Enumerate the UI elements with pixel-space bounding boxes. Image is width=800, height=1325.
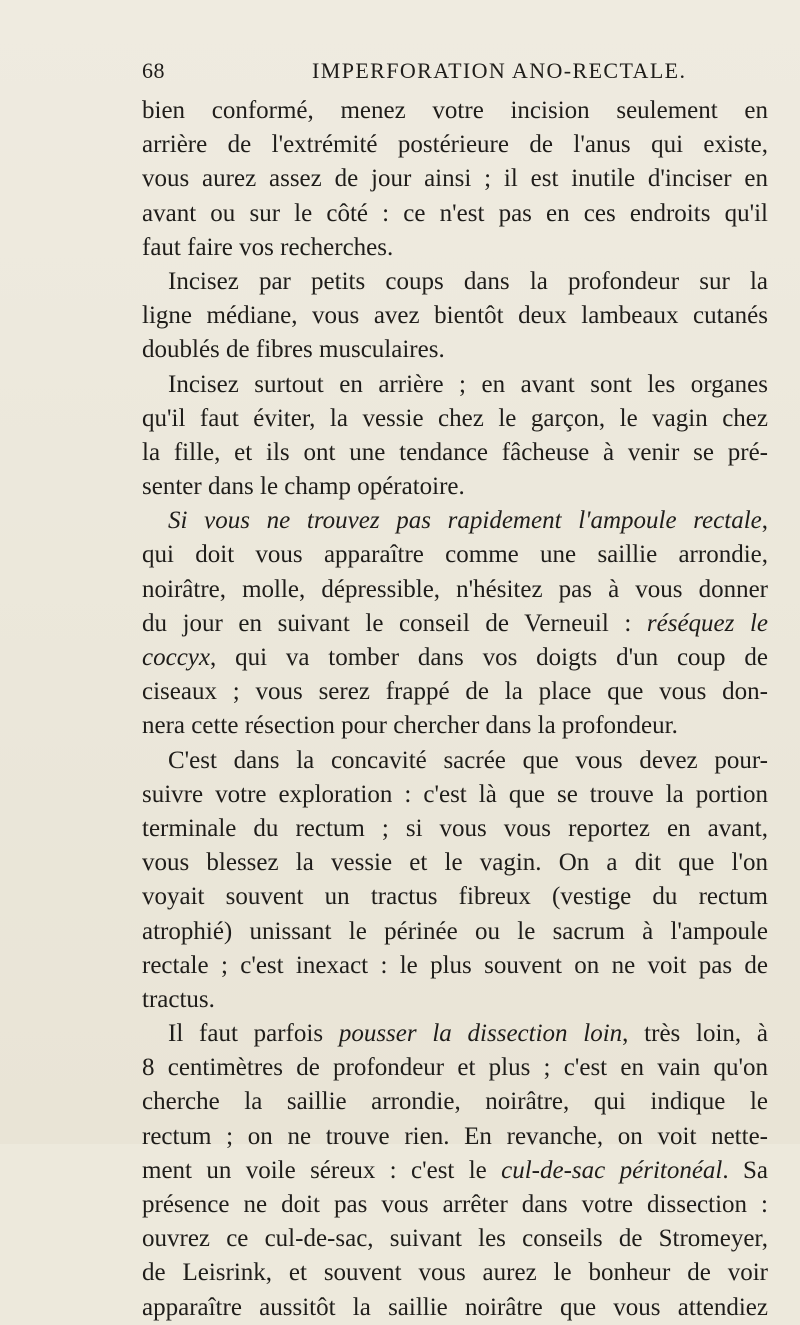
text-segment: Il faut parfois (168, 1020, 339, 1048)
text-segment: de Leisrink, et souvent vous aurez le bonheur de voir (142, 1259, 768, 1287)
text-segment: , qui va tomber dans vos doigts d'un coup de (209, 644, 768, 671)
page-header (142, 58, 762, 86)
text-segment: ciseaux ; vous serez frappé de la place que vous don- (142, 678, 768, 706)
text-segment: C'est dans la concavité sacrée que vous devez pour- (168, 746, 768, 774)
text-segment: vous blessez la vessie et le vagin. On a dit que l'on (142, 849, 768, 877)
text-line (142, 915, 768, 949)
page-number: 68 (142, 58, 165, 83)
text-line (142, 504, 768, 538)
text-segment: 8 centimètres de profondeur et plus ; c'est en vain qu'on (142, 1054, 768, 1082)
text-line (142, 709, 768, 743)
text-segment: senter dans le champ opératoire. (142, 473, 465, 501)
text-segment: ligne médiane, vous avez bientôt deux lambeaux cutanés (142, 302, 768, 330)
text-line (142, 1154, 768, 1188)
text-segment: rectale ; c'est inexact : le plus souvent on ne voit pas de (142, 951, 768, 979)
text-line (142, 744, 768, 778)
text-segment: faut faire vos recherches. (142, 233, 394, 261)
text-line (142, 607, 768, 641)
running-title: IMPERFORATION ANO-RECTALE. (312, 58, 687, 83)
text-line (142, 1291, 768, 1325)
text-line (142, 128, 768, 162)
text-line (142, 299, 768, 333)
text-segment: atrophié) unissant le périnée ou le sacrum à l'ampoule (142, 917, 768, 945)
text-line (142, 368, 768, 402)
text-line (142, 1120, 768, 1154)
text-segment: apparaître aussitôt la saillie noirâtre que vous attendiez (142, 1293, 768, 1321)
text-segment: la fille, et ils ont une tendance fâcheuse à venir se pré- (142, 438, 768, 466)
body-text (142, 94, 768, 1325)
text-line (142, 1085, 768, 1119)
text-line (142, 778, 768, 812)
text-segment: doublés de fibres musculaires. (142, 336, 445, 364)
text-line (142, 333, 768, 367)
italic-text: réséquez le (646, 609, 768, 637)
text-line (142, 1051, 768, 1085)
italic-text: pousser la dissection loin (338, 1020, 623, 1048)
text-segment: présence ne doit pas vous arrêter dans votre dissection : (142, 1191, 768, 1218)
text-line (142, 436, 768, 470)
text-line (142, 1222, 768, 1256)
italic-text: coccyx (142, 644, 210, 671)
text-segment: suivre votre exploration : c'est là que se trouve la portion (142, 780, 768, 808)
text-line (142, 538, 768, 572)
text-line (142, 573, 768, 607)
text-segment: , (761, 507, 768, 535)
text-segment: avant ou sur le côté : ce n'est pas en ces endroits qu'il (142, 199, 768, 227)
text-segment: . Sa (722, 1156, 769, 1184)
text-line (142, 402, 768, 436)
text-line (142, 197, 768, 231)
text-line (142, 470, 768, 504)
text-line (142, 949, 768, 983)
text-line (142, 641, 768, 675)
text-line (142, 1017, 768, 1051)
text-segment: Incisez par petits coups dans la profondeur sur la (168, 267, 768, 295)
text-segment: terminale du rectum ; si vous vous reportez en avant, (142, 814, 768, 842)
text-segment: qu'il faut éviter, la vessie chez le garçon, le vagin chez (142, 404, 768, 432)
text-segment: Incisez surtout en arrière ; en avant sont les organes (168, 370, 768, 398)
text-segment: tractus. (142, 985, 215, 1013)
text-line (142, 162, 768, 196)
text-segment: voyait souvent un tractus fibreux (vestige du rectum (142, 883, 768, 911)
italic-text: cul-de-sac péritonéal (501, 1156, 723, 1184)
text-segment: nera cette résection pour chercher dans la profondeur. (142, 712, 678, 740)
text-line (142, 983, 768, 1017)
text-line (142, 1256, 768, 1290)
text-line (142, 94, 768, 128)
text-line (142, 812, 768, 846)
text-segment: arrière de l'extrémité postérieure de l'anus qui existe, (142, 131, 768, 159)
text-segment: ment un voile séreux : c'est le (142, 1156, 502, 1184)
text-segment: vous aurez assez de jour ainsi ; il est inutile d'inciser en (142, 165, 768, 193)
text-segment: ouvrez ce cul-de-sac, suivant les conseils de Stromeyer, (142, 1225, 768, 1253)
text-segment: cherche la saillie arrondie, noirâtre, qui indique le (142, 1088, 768, 1116)
text-segment: rectum ; on ne trouve rien. En revanche, on voit nette- (142, 1122, 768, 1150)
text-segment: bien conformé, menez votre incision seulement en (142, 97, 768, 124)
text-line (142, 265, 768, 299)
text-segment: qui doit vous apparaître comme une saillie arrondie, (142, 541, 768, 569)
text-segment: , très loin, à (622, 1020, 769, 1048)
text-line (142, 880, 768, 914)
text-line (142, 675, 768, 709)
text-line (142, 231, 768, 265)
text-segment: noirâtre, molle, dépressible, n'hésitez pas à vous donner (142, 575, 768, 603)
text-line (142, 846, 768, 880)
italic-text: Si vous ne trouvez pas rapidement l'ampoule rectale (168, 507, 762, 535)
text-segment: du jour en suivant le conseil de Verneuil : (142, 609, 647, 637)
text-line (142, 1188, 768, 1222)
